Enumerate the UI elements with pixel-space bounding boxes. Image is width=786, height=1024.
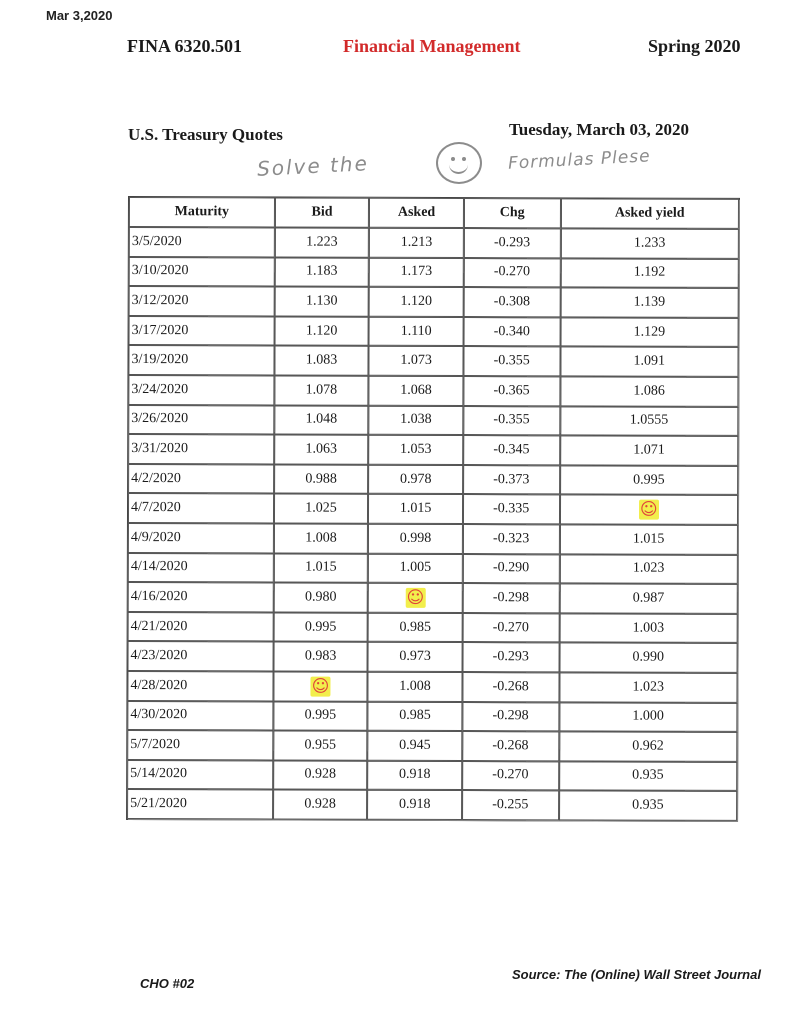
asked-cell-value: 0.985 (399, 619, 432, 635)
chg-cell-value: -0.268 (492, 678, 529, 694)
header-asked: Asked (369, 198, 464, 228)
maturity-cell (128, 464, 274, 494)
asked-cell-value: 1.068 (400, 382, 432, 398)
table-row (129, 286, 739, 318)
maturity-cell-value: 4/28/2020 (130, 677, 188, 693)
asked-cell (367, 790, 462, 820)
chg-cell (462, 731, 559, 761)
asked-yield-cell-value: 1.071 (633, 442, 665, 458)
asked-yield-cell (559, 524, 738, 554)
chg-cell (464, 258, 561, 288)
maturity-cell-value: 3/10/2020 (131, 263, 189, 279)
chg-cell (463, 376, 560, 406)
table-row (128, 434, 738, 466)
chg-cell-value: -0.298 (492, 708, 529, 724)
maturity-cell-value: 3/5/2020 (131, 233, 182, 249)
treasury-quotes-table (126, 196, 740, 822)
asked-yield-cell (559, 554, 738, 584)
asked-cell (369, 346, 464, 376)
asked-yield-cell-value: 1.003 (632, 620, 665, 636)
table-row (127, 671, 737, 703)
bid-cell (274, 464, 369, 494)
asked-yield-cell-value: 1.139 (633, 294, 666, 310)
bid-cell-value: 1.078 (305, 382, 338, 398)
chg-cell-value: -0.293 (492, 649, 529, 665)
asked-cell-value: 0.978 (399, 471, 432, 487)
asked-yield-cell-value: 1.000 (632, 708, 664, 724)
table-row (129, 316, 739, 348)
table-row (128, 345, 738, 377)
maturity-cell (127, 671, 273, 701)
asked-cell-value: 0.945 (399, 737, 431, 753)
asked-yield-cell (559, 672, 738, 702)
bid-cell-value: 0.980 (305, 589, 337, 605)
maturity-cell-value: 4/7/2020 (130, 500, 181, 516)
chg-cell-value: -0.323 (493, 530, 530, 546)
handout-number: CHO #02 (140, 976, 195, 991)
bid-cell (274, 375, 369, 405)
chg-cell-value: -0.270 (492, 767, 529, 783)
bid-cell-value: 1.015 (305, 559, 337, 575)
asked-yield-cell (559, 583, 738, 613)
table-body (127, 227, 739, 821)
asked-cell (368, 524, 463, 554)
asked-yield-cell-value: 0.995 (633, 472, 665, 488)
asked-yield-cell (560, 347, 739, 377)
chg-cell-value: -0.365 (493, 382, 530, 399)
asked-yield-cell-value: 1.015 (632, 531, 665, 547)
maturity-cell-value: 3/17/2020 (131, 322, 189, 338)
maturity-cell (128, 523, 274, 553)
bid-cell (275, 227, 370, 257)
bid-cell-value: 1.048 (305, 411, 338, 428)
maturity-cell-value: 4/16/2020 (130, 588, 188, 605)
maturity-cell-value: 3/31/2020 (131, 440, 189, 457)
maturity-cell (129, 316, 275, 346)
smiley-icon: ☺ (639, 499, 658, 520)
bid-cell (275, 257, 370, 287)
asked-cell (368, 701, 463, 731)
chg-cell-value: -0.355 (493, 412, 530, 428)
bid-cell (274, 405, 369, 435)
header-chg: Chg (464, 198, 561, 228)
chg-cell-value: -0.268 (492, 738, 529, 754)
bid-cell-value: 1.063 (305, 441, 338, 457)
source-citation: Source: The (Online) Wall Street Journal (512, 967, 761, 982)
chg-cell (463, 346, 560, 376)
asked-cell (369, 405, 464, 435)
asked-cell (368, 612, 463, 642)
asked-cell-value: 1.008 (399, 678, 431, 694)
table-header-row (129, 197, 739, 229)
bid-cell-value: 1.120 (305, 323, 338, 339)
table-row (128, 493, 738, 525)
bid-cell-value: 1.083 (305, 352, 338, 368)
chg-cell-value: -0.373 (493, 471, 530, 487)
maturity-cell (129, 227, 275, 257)
table-row (127, 730, 737, 762)
chg-cell (462, 672, 559, 702)
asked-cell (367, 760, 462, 790)
asked-cell-value: 1.015 (399, 500, 432, 517)
asked-yield-cell-value: 0.987 (632, 590, 665, 606)
maturity-cell (128, 493, 274, 523)
course-title: Financial Management (343, 36, 521, 56)
asked-yield-cell (560, 376, 739, 406)
maturity-cell (128, 434, 274, 464)
maturity-cell-value: 5/14/2020 (130, 766, 187, 782)
asked-cell-value: 1.213 (400, 234, 433, 250)
asked-yield-cell-value: 1.192 (633, 264, 666, 281)
asked-yield-cell-value: 0.962 (632, 738, 664, 754)
asked-cell (368, 642, 463, 672)
chg-cell (462, 642, 559, 672)
table-row (128, 582, 738, 614)
maturity-cell-value: 4/23/2020 (130, 648, 188, 664)
asked-yield-cell-value: 1.0555 (629, 412, 669, 429)
asked-yield-cell (560, 258, 739, 288)
chg-cell-value: -0.355 (493, 353, 530, 369)
table-row (128, 523, 738, 555)
maturity-cell (127, 789, 273, 819)
asked-yield-cell (560, 465, 739, 495)
table-row (128, 464, 738, 496)
asked-yield-cell (560, 406, 739, 436)
chg-cell-value: -0.290 (492, 560, 530, 576)
chg-cell (463, 406, 560, 436)
bid-cell-value: 0.995 (304, 619, 337, 635)
asked-yield-cell (560, 228, 739, 258)
bid-cell (273, 731, 368, 761)
asked-yield-cell-value: 0.935 (632, 797, 664, 813)
chg-cell-value: -0.270 (493, 264, 531, 280)
maturity-cell (128, 345, 274, 375)
maturity-cell-value: 5/21/2020 (130, 796, 187, 812)
asked-cell (369, 287, 464, 317)
table-row (129, 257, 739, 289)
maturity-cell (127, 760, 273, 790)
chg-cell (462, 790, 559, 820)
chg-cell (463, 524, 560, 554)
bid-cell (274, 494, 369, 524)
asked-yield-cell (559, 495, 738, 525)
maturity-cell (128, 641, 274, 671)
quotes-title: U.S. Treasury Quotes (128, 125, 283, 144)
chg-cell (463, 613, 560, 643)
asked-cell-value: 1.038 (400, 412, 432, 428)
bid-cell-value: 0.988 (305, 471, 337, 487)
asked-cell (369, 317, 464, 347)
chg-cell-value: -0.308 (493, 294, 530, 310)
table-row (128, 375, 738, 407)
chg-cell-value: -0.298 (492, 590, 530, 606)
table-row (128, 612, 738, 644)
table-row (127, 701, 737, 733)
bid-cell-value: 1.130 (305, 293, 338, 309)
bid-cell-value: 0.955 (304, 737, 337, 753)
bid-cell (274, 553, 369, 583)
asked-cell (368, 583, 463, 613)
header-bid: Bid (275, 197, 370, 227)
header-asked-yield: Asked yield (560, 198, 739, 229)
chg-cell (464, 287, 561, 317)
maturity-cell (128, 582, 274, 612)
maturity-cell-value: 4/30/2020 (130, 707, 188, 723)
course-code: FINA 6320.501 (127, 36, 243, 56)
maturity-cell-value: 4/9/2020 (130, 529, 181, 545)
asked-yield-cell-value: 0.935 (632, 768, 664, 784)
asked-yield-cell (560, 288, 739, 318)
chg-cell (464, 228, 561, 258)
asked-cell (369, 257, 464, 287)
bid-cell (274, 435, 369, 465)
chg-cell (463, 435, 560, 465)
chg-cell (463, 465, 560, 495)
bid-cell (274, 583, 369, 613)
chg-cell (463, 494, 560, 524)
chg-cell (462, 761, 559, 791)
chg-cell (463, 583, 560, 613)
chg-cell-value: -0.255 (492, 797, 529, 813)
maturity-cell-value: 3/24/2020 (131, 381, 189, 397)
asked-yield-cell (559, 761, 738, 791)
bid-cell (273, 671, 368, 701)
asked-cell-value: 1.073 (400, 353, 432, 369)
table-row (127, 789, 737, 821)
asked-yield-cell-value: 1.023 (632, 679, 664, 695)
maturity-cell (128, 405, 274, 435)
asked-cell (368, 672, 463, 702)
header-maturity: Maturity (129, 197, 275, 227)
chg-cell (463, 554, 560, 584)
chg-cell (462, 702, 559, 732)
handwritten-note-right: Formulas Plese (507, 146, 652, 174)
maturity-cell (128, 612, 274, 642)
maturity-cell-value: 4/21/2020 (130, 618, 188, 634)
bid-cell (274, 346, 369, 376)
table-row (129, 227, 739, 259)
handwritten-note-left: Solve the (256, 151, 370, 181)
asked-cell-value: 0.918 (399, 767, 431, 783)
bid-cell-value: 0.983 (304, 648, 337, 664)
smiley-icon: ☺ (311, 676, 330, 697)
chg-cell-value: -0.340 (493, 323, 530, 339)
asked-yield-cell-value: 1.233 (633, 235, 666, 251)
maturity-cell-value: 3/26/2020 (131, 411, 189, 427)
chg-cell-value: -0.335 (493, 501, 530, 517)
chg-cell-value: -0.293 (493, 234, 531, 251)
maturity-cell-value: 3/19/2020 (131, 352, 189, 368)
bid-cell (273, 760, 368, 790)
asked-cell (369, 376, 464, 406)
bid-cell (274, 287, 369, 317)
chg-cell-value: -0.270 (492, 619, 529, 635)
asked-cell-value: 1.005 (399, 560, 432, 576)
scan-date-stamp: Mar 3,2020 (46, 8, 113, 23)
maturity-cell (129, 286, 275, 316)
asked-cell-value: 1.173 (400, 264, 433, 280)
table-row (128, 553, 738, 585)
bid-cell-value: 1.008 (305, 530, 337, 546)
maturity-cell-value: 5/7/2020 (130, 736, 181, 753)
maturity-cell (128, 375, 274, 405)
maturity-cell-value: 3/12/2020 (131, 292, 189, 309)
asked-yield-cell (559, 643, 738, 673)
table-row (128, 405, 738, 437)
asked-cell-value: 0.918 (398, 796, 431, 813)
asked-yield-cell-value: 0.990 (632, 649, 665, 665)
quotes-date: Tuesday, March 03, 2020 (509, 120, 689, 139)
asked-yield-cell-value: 1.091 (633, 353, 666, 369)
asked-cell (368, 731, 463, 761)
asked-yield-cell (560, 317, 739, 347)
asked-cell-value: 1.110 (400, 323, 432, 339)
bid-cell (273, 790, 368, 820)
bid-cell-value: 0.928 (304, 796, 336, 812)
maturity-cell (127, 701, 273, 731)
asked-yield-cell-value: 1.129 (633, 324, 666, 340)
asked-cell (368, 435, 463, 465)
asked-yield-cell (560, 436, 739, 466)
asked-cell-value: 0.998 (399, 530, 432, 546)
asked-yield-cell (559, 613, 738, 643)
chg-cell (463, 317, 560, 347)
bid-cell-value: 0.995 (304, 707, 337, 723)
asked-cell (368, 465, 463, 495)
bid-cell (274, 523, 369, 553)
maturity-cell-value: 4/14/2020 (130, 559, 188, 575)
course-term: Spring 2020 (648, 36, 741, 56)
asked-yield-cell-value: 1.023 (632, 560, 665, 577)
handwritten-smiley-icon (436, 142, 482, 184)
bid-cell-value: 0.928 (304, 767, 337, 783)
bid-cell-value: 1.183 (306, 263, 338, 280)
asked-yield-cell (559, 731, 738, 761)
maturity-cell (129, 257, 275, 287)
bid-cell-value: 1.223 (306, 234, 338, 250)
bid-cell (274, 316, 369, 346)
chg-cell-value: -0.345 (493, 442, 530, 458)
asked-yield-cell (559, 791, 738, 821)
table-row (127, 760, 737, 792)
maturity-cell (127, 730, 273, 760)
table-row (128, 641, 738, 673)
smiley-icon: ☺ (406, 587, 425, 608)
asked-cell-value: 0.973 (399, 648, 431, 665)
maturity-cell (128, 553, 274, 583)
bid-cell (273, 701, 368, 731)
asked-cell-value: 0.985 (399, 708, 431, 724)
asked-cell-value: 1.053 (400, 441, 432, 457)
asked-cell-value: 1.120 (400, 293, 433, 309)
bid-cell (273, 642, 368, 672)
bid-cell-value: 1.025 (305, 500, 337, 516)
asked-cell (369, 228, 464, 258)
asked-cell (368, 494, 463, 524)
asked-yield-cell-value: 1.086 (633, 383, 665, 399)
bid-cell (273, 612, 368, 642)
asked-yield-cell (559, 702, 738, 732)
maturity-cell-value: 4/2/2020 (131, 470, 181, 486)
asked-cell (368, 553, 463, 583)
